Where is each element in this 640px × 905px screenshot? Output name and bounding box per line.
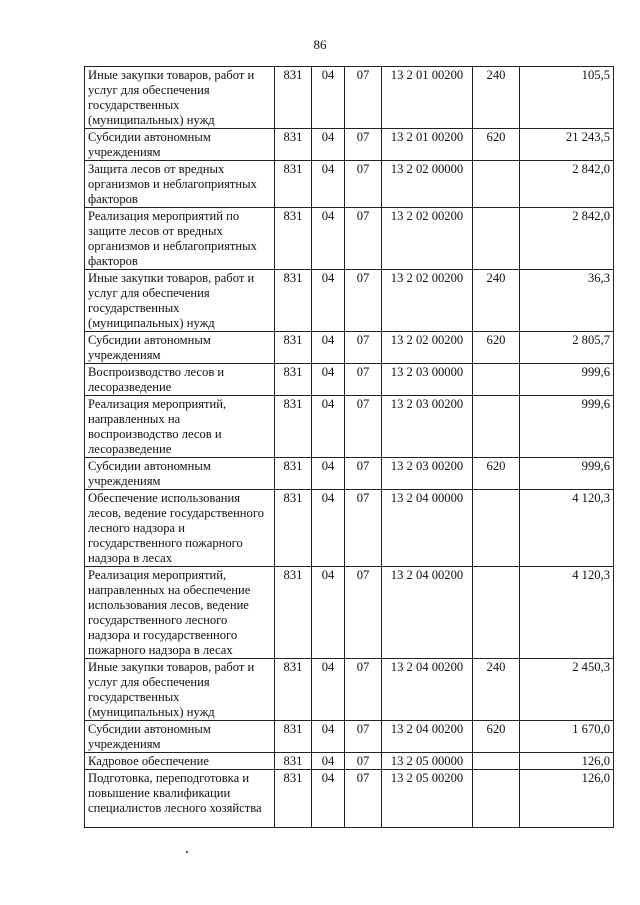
table-row: [85, 396, 614, 458]
ministry-code-cell: 831: [275, 490, 312, 567]
table-row: [85, 567, 614, 659]
expense-type-cell: [473, 490, 520, 567]
section-code-cell: 04: [312, 753, 345, 770]
expense-type-cell: [473, 770, 520, 828]
amount-cell: 21 243,5: [520, 129, 614, 161]
subsection-code-cell: 07: [345, 396, 382, 458]
row-name-cell: Субсидии автономным учреждениям: [85, 332, 275, 364]
subsection-code-cell: 07: [345, 208, 382, 270]
amount-cell: 999,6: [520, 364, 614, 396]
section-code-cell: 04: [312, 659, 345, 721]
ministry-code-cell: 831: [275, 332, 312, 364]
section-code-cell: 04: [312, 161, 345, 208]
subsection-code-cell: 07: [345, 161, 382, 208]
subsection-code-cell: 07: [345, 364, 382, 396]
expense-type-cell: 240: [473, 270, 520, 332]
table-row: [85, 659, 614, 721]
row-name-cell: Обеспечение использования лесов, ведение государственного лесного надзора и государственного пожарного надзора в лесах: [85, 490, 275, 567]
target-article-cell: 13 2 03 00200: [382, 396, 473, 458]
ministry-code-cell: 831: [275, 458, 312, 490]
budget-table: [84, 66, 614, 828]
section-code-cell: 04: [312, 208, 345, 270]
expense-type-cell: [473, 161, 520, 208]
ministry-code-cell: 831: [275, 753, 312, 770]
row-name-cell: Кадровое обеспечение: [85, 753, 275, 770]
subsection-code-cell: 07: [345, 753, 382, 770]
table-row: [85, 270, 614, 332]
row-name-cell: Защита лесов от вредных организмов и неблагоприятных факторов: [85, 161, 275, 208]
amount-cell: 2 805,7: [520, 332, 614, 364]
table-row: [85, 129, 614, 161]
target-article-cell: 13 2 04 00200: [382, 659, 473, 721]
amount-cell: 999,6: [520, 458, 614, 490]
target-article-cell: 13 2 01 00200: [382, 129, 473, 161]
amount-cell: 126,0: [520, 770, 614, 828]
target-article-cell: 13 2 05 00000: [382, 753, 473, 770]
amount-cell: 1 670,0: [520, 721, 614, 753]
target-article-cell: 13 2 02 00200: [382, 270, 473, 332]
subsection-code-cell: 07: [345, 129, 382, 161]
section-code-cell: 04: [312, 458, 345, 490]
row-name-cell: Подготовка, переподготовка и повышение квалификации специалистов лесного хозяйства: [85, 770, 275, 828]
expense-type-cell: [473, 753, 520, 770]
subsection-code-cell: 07: [345, 270, 382, 332]
ministry-code-cell: 831: [275, 364, 312, 396]
table-row: [85, 770, 614, 828]
table-row: [85, 721, 614, 753]
section-code-cell: 04: [312, 129, 345, 161]
target-article-cell: 13 2 04 00200: [382, 567, 473, 659]
row-name-cell: Субсидии автономным учреждениям: [85, 721, 275, 753]
subsection-code-cell: 07: [345, 332, 382, 364]
ministry-code-cell: 831: [275, 721, 312, 753]
expense-type-cell: 240: [473, 659, 520, 721]
ministry-code-cell: 831: [275, 396, 312, 458]
subsection-code-cell: 07: [345, 490, 382, 567]
table-row: [85, 208, 614, 270]
stray-mark: [186, 851, 188, 853]
ministry-code-cell: 831: [275, 129, 312, 161]
amount-cell: 2 842,0: [520, 208, 614, 270]
section-code-cell: 04: [312, 332, 345, 364]
expense-type-cell: [473, 364, 520, 396]
expense-type-cell: [473, 396, 520, 458]
row-name-cell: Реализация мероприятий, направленных на воспроизводство лесов и лесоразведение: [85, 396, 275, 458]
amount-cell: 126,0: [520, 753, 614, 770]
section-code-cell: 04: [312, 721, 345, 753]
ministry-code-cell: 831: [275, 659, 312, 721]
amount-cell: 105,5: [520, 67, 614, 129]
row-name-cell: Реализация мероприятий, направленных на обеспечение использования лесов, ведение государственного лесного надзора и государственного пожарного надзора в лесах: [85, 567, 275, 659]
amount-cell: 999,6: [520, 396, 614, 458]
amount-cell: 2 842,0: [520, 161, 614, 208]
section-code-cell: 04: [312, 396, 345, 458]
row-name-cell: Реализация мероприятий по защите лесов от вредных организмов и неблагоприятных факторов: [85, 208, 275, 270]
ministry-code-cell: 831: [275, 67, 312, 129]
ministry-code-cell: 831: [275, 270, 312, 332]
ministry-code-cell: 831: [275, 208, 312, 270]
amount-cell: 36,3: [520, 270, 614, 332]
target-article-cell: 13 2 03 00000: [382, 364, 473, 396]
ministry-code-cell: 831: [275, 567, 312, 659]
section-code-cell: 04: [312, 364, 345, 396]
table-row: [85, 490, 614, 567]
table-row: [85, 332, 614, 364]
target-article-cell: 13 2 02 00000: [382, 161, 473, 208]
subsection-code-cell: 07: [345, 458, 382, 490]
expense-type-cell: 240: [473, 67, 520, 129]
subsection-code-cell: 07: [345, 770, 382, 828]
target-article-cell: 13 2 01 00200: [382, 67, 473, 129]
target-article-cell: 13 2 04 00000: [382, 490, 473, 567]
section-code-cell: 04: [312, 770, 345, 828]
subsection-code-cell: 07: [345, 567, 382, 659]
expense-type-cell: [473, 567, 520, 659]
section-code-cell: 04: [312, 490, 345, 567]
subsection-code-cell: 07: [345, 659, 382, 721]
section-code-cell: 04: [312, 67, 345, 129]
row-name-cell: Субсидии автономным учреждениям: [85, 458, 275, 490]
section-code-cell: 04: [312, 567, 345, 659]
ministry-code-cell: 831: [275, 161, 312, 208]
expense-type-cell: 620: [473, 721, 520, 753]
target-article-cell: 13 2 02 00200: [382, 332, 473, 364]
target-article-cell: 13 2 05 00200: [382, 770, 473, 828]
table-row: [85, 161, 614, 208]
ministry-code-cell: 831: [275, 770, 312, 828]
expense-type-cell: [473, 208, 520, 270]
subsection-code-cell: 07: [345, 67, 382, 129]
row-name-cell: Воспроизводство лесов и лесоразведение: [85, 364, 275, 396]
amount-cell: 2 450,3: [520, 659, 614, 721]
row-name-cell: Иные закупки товаров, работ и услуг для обеспечения государственных (муниципальных) нужд: [85, 270, 275, 332]
target-article-cell: 13 2 02 00200: [382, 208, 473, 270]
amount-cell: 4 120,3: [520, 490, 614, 567]
table-row: [85, 753, 614, 770]
section-code-cell: 04: [312, 270, 345, 332]
expense-type-cell: 620: [473, 458, 520, 490]
table-row: [85, 364, 614, 396]
amount-cell: 4 120,3: [520, 567, 614, 659]
expense-type-cell: 620: [473, 332, 520, 364]
row-name-cell: Иные закупки товаров, работ и услуг для обеспечения государственных (муниципальных) нужд: [85, 67, 275, 129]
row-name-cell: Субсидии автономным учреждениям: [85, 129, 275, 161]
table-row: [85, 67, 614, 129]
target-article-cell: 13 2 03 00200: [382, 458, 473, 490]
table-row: [85, 458, 614, 490]
subsection-code-cell: 07: [345, 721, 382, 753]
row-name-cell: Иные закупки товаров, работ и услуг для обеспечения государственных (муниципальных) нужд: [85, 659, 275, 721]
target-article-cell: 13 2 04 00200: [382, 721, 473, 753]
expense-type-cell: 620: [473, 129, 520, 161]
page-number: 86: [313, 37, 327, 52]
